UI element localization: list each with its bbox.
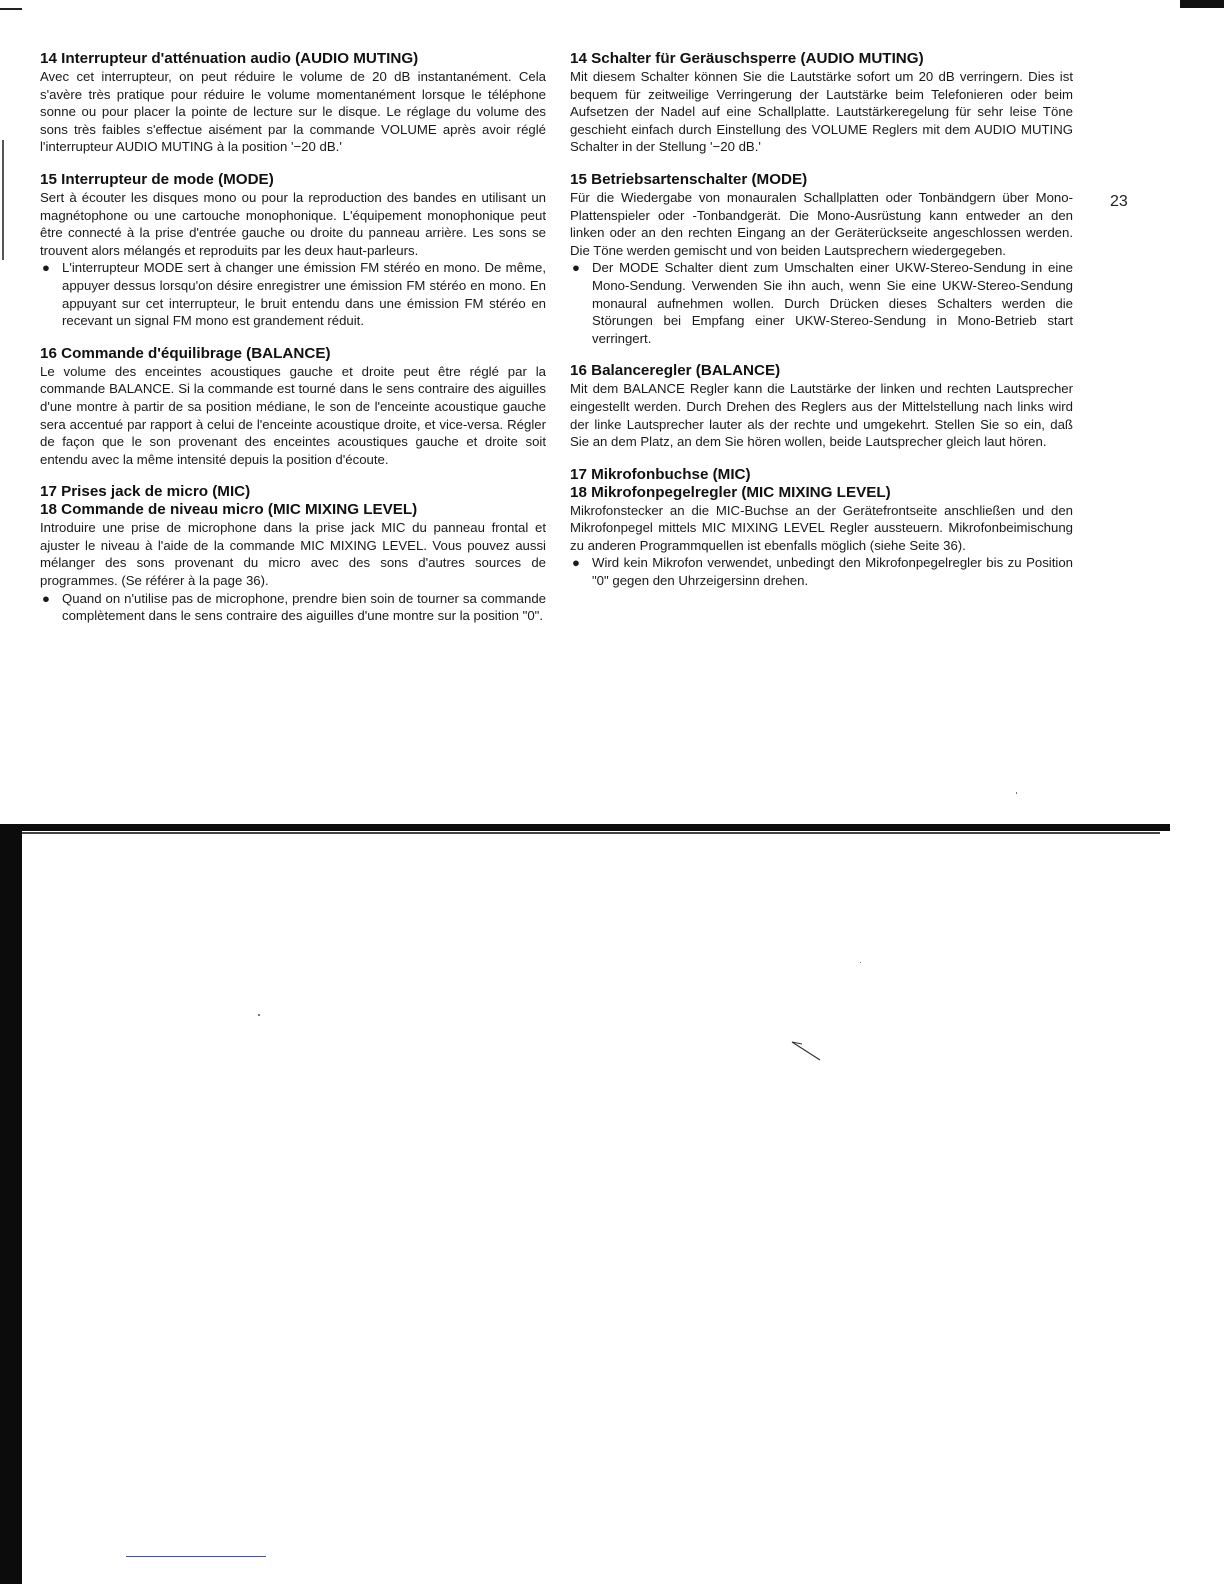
scan-speck	[1016, 792, 1017, 794]
fr-bullet-15-text: L'interrupteur MODE sert à changer une émission FM stéréo en mono. De même, appuyer dessus lorsqu'on désire enregistrer une émission FM stéréo en mono. En appuyant sur cet interrupteur, le bruit entendu dans une émission FM stéréo en recevant un signal FM mono est grandement réduit.	[62, 260, 546, 329]
fr-text-15: Sert à écouter les disques mono ou pour la reproduction des bandes en utilisant un magnétophone ou une cartouche monophonique. L'équipement monophonique peut être connecté à la prise d'entrée gauche ou droite du panneau arrière. Les sons se trouvent alors mélangés et reproduits par les deux haut-parleurs.	[40, 189, 546, 258]
fr-section-audio-muting	[40, 50, 546, 156]
scan-top-rule	[0, 8, 22, 10]
de-text-18: Mikrofonstecker an die MIC-Buchse an der Gerätefrontseite anschließen und den Mikrofonpegel mittels MIC MIXING LEVEL Regler aussteuern. Mikrofonbeimischung zu anderen Programmquellen ist ebenfalls möglich (siehe Seite 36).	[570, 502, 1073, 553]
fr-bullet-18-text: Quand on n'utilise pas de microphone, prendre bien soin de tourner sa commande complètement dans le sens contraire des aiguilles d'une montre sur la position "0".	[62, 590, 546, 624]
fr-bullet-18	[40, 590, 546, 625]
fr-section-mode	[40, 171, 546, 330]
scan-margin-mark	[2, 140, 4, 260]
fr-bullet-15	[40, 259, 546, 329]
de-text-15: Für die Wiedergabe von monauralen Schallplatten oder Tonbändgern über Mono-Plattenspieler oder -Tonbandgerät. Die Mono-Ausrüstung kann entweder an den linken oder an den rechten Eingang an der Geräterückseite angeschlossen werden. Die Töne werden gemischt und von beiden Lautsprechern wiedergegeben.	[570, 189, 1073, 258]
fr-section-balance	[40, 345, 546, 469]
scan-corner-mark	[1180, 0, 1224, 8]
de-heading-15: 15 Betriebsartenschalter (MODE)	[570, 170, 808, 188]
scan-bottom-line	[126, 1556, 266, 1557]
scan-fold-line	[0, 824, 1170, 831]
fr-section-mic	[40, 483, 546, 625]
fr-heading-17: 17 Prises jack de micro (MIC)	[40, 483, 251, 501]
page-number: 23	[1110, 193, 1128, 210]
german-column	[570, 50, 1073, 605]
de-section-balance	[570, 362, 1073, 450]
fr-heading-16: 16 Commande d'équilibrage (BALANCE)	[40, 344, 331, 362]
scan-stroke-mark	[790, 1038, 824, 1064]
de-heading-18: 18 Mikrofonpegelregler (MIC MIXING LEVEL)	[570, 483, 891, 501]
bullet-icon: ●	[42, 590, 50, 606]
bullet-icon: ●	[42, 260, 50, 276]
french-column	[40, 50, 546, 640]
scan-fold-shadow	[0, 832, 1160, 834]
fr-heading-18: 18 Commande de niveau micro (MIC MIXING LEVEL)	[40, 501, 418, 519]
scan-left-edge-shadow	[0, 830, 22, 1584]
fr-text-18: Introduire une prise de microphone dans la prise jack MIC du panneau frontal et ajuster le niveau à l'aide de la commande MIC MIXING LEVEL. Vous pouvez aussi mélanger des sons provenant du micro avec des sons d'autres sources de programmes. (Se référer à la page 36).	[40, 520, 546, 589]
fr-heading-15: 15 Interrupteur de mode (MODE)	[40, 170, 274, 188]
de-section-mode	[570, 171, 1073, 347]
fr-text-14: Avec cet interrupteur, on peut réduire le volume de 20 dB instantanément. Cela s'avère très pratique pour réduire le volume momentanément lorsque le téléphone sonne ou pour placer la pointe de lecture sur le disque. Le réglage du volume des sons très faibles s'effectue aisément par la commande VOLUME après avoir réglé l'interrupteur AUDIO MUTING à la position '−20 dB.'	[40, 69, 546, 155]
scan-speck	[860, 962, 861, 963]
bullet-icon: ●	[572, 555, 580, 571]
de-section-audio-muting	[570, 50, 1073, 156]
de-section-mic	[570, 466, 1073, 590]
de-heading-14: 14 Schalter für Geräuschsperre (AUDIO MUTING)	[570, 50, 924, 67]
de-text-14: Mit diesem Schalter können Sie die Lautstärke sofort um 20 dB verringern. Dies ist bequem für zeitweilige Verringerung der Lautstärke beim Telefonieren oder beim Aufsetzen der Nadel auf eine Schallplatte. Lautstärkeregelung für sehr leise Töne geschieht einfach durch Einstellung des VOLUME Reglers mit dem AUDIO MUTING Schalter in der Stellung '−20 dB.'	[570, 69, 1073, 155]
de-bullet-18-text: Wird kein Mikrofon verwendet, unbedingt den Mikrofonpegelregler bis zu Position "0" gegen den Uhrzeigersinn drehen.	[592, 555, 1073, 589]
de-heading-16: 16 Balanceregler (BALANCE)	[570, 362, 781, 380]
fr-text-16: Le volume des enceintes acoustiques gauche et droite peut être réglé par la commande BALANCE. Si la commande est tourné dans le sens contraire des aiguilles d'une montre à partir de sa position médiane, le son de l'enceinte acoustique gauche sera accentué par rapport à celui de l'enceinte acoustique droite, et vice-versa. Régler de façon que le son provenant des enceintes acoustiques gauche et droite soit entendu avec la même intensité depuis la position d'écoute.	[40, 363, 546, 467]
de-text-16: Mit dem BALANCE Regler kann die Lautstärke der linken und rechten Lautsprecher eingestellt werden. Durch Drehen des Reglers aus der Mittelstellung nach links wird der linke Lautsprecher lauter als der rechte und umgekehrt. Stellen Sie so ein, daß Sie an dem Platz, an dem Sie hören wollen, beide Lautsprecher gleich laut hören.	[570, 381, 1073, 450]
de-bullet-15	[570, 259, 1073, 347]
bullet-icon: ●	[572, 260, 580, 276]
scan-speck	[258, 1014, 260, 1016]
de-bullet-18	[570, 554, 1073, 589]
de-bullet-15-text: Der MODE Schalter dient zum Umschalten einer UKW-Stereo-Sendung in eine Mono-Sendung. Verwenden Sie ihn auch, wenn Sie eine UKW-Stereo-Sendung monaural aufnehmen wollen. Durch Drücken dieses Schalters werden die Störungen bei Empfang einer UKW-Stereo-Sendung in Mono-Betrieb start verringert.	[592, 260, 1073, 346]
fr-heading-14: 14 Interrupteur d'atténuation audio (AUDIO MUTING)	[40, 50, 419, 67]
de-heading-17: 17 Mikrofonbuchse (MIC)	[570, 465, 751, 483]
